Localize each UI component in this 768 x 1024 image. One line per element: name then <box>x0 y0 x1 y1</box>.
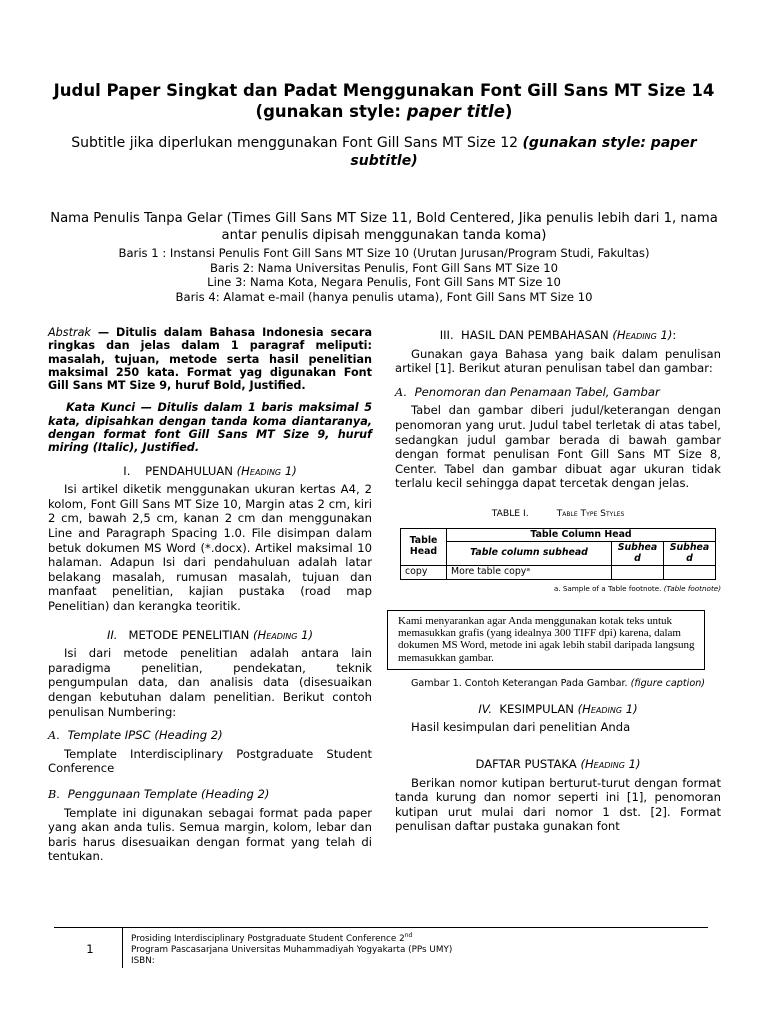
heading-colon: : <box>672 328 677 342</box>
sample-table <box>400 528 716 580</box>
table-subhead: Subhead <box>664 542 716 566</box>
heading-style: (Heading 1) <box>577 701 638 716</box>
keywords: Kata Kunci — Ditulis dalam 1 baris maksimal 5 kata, dipisahkan dengan tanda koma diantaranya, dengan format font Gill Sans MT Size 9, huruf miring (Italic), Justified. <box>48 401 372 455</box>
affiliation-line: Baris 4: Alamat e-mail (hanya penulis utama), Font Gill Sans MT Size 10 <box>175 289 593 304</box>
affiliation-line: Baris 2: Nama Universitas Penulis, Font Gill Sans MT Size 10 <box>209 260 559 275</box>
template-usage-paragraph: Template ini digunakan sebagai format pada paper yang akan anda tulis. Semua margin, kolom, lebar dan baris harus disesuaikan dengan format yang telah di tentukan. <box>48 805 372 864</box>
template-ipsc-paragraph: Template Interdisciplinary Postgraduate Student Conference <box>48 746 372 776</box>
footer-line-1 <box>131 930 452 945</box>
right-column <box>395 326 721 834</box>
title-end: ) <box>504 102 513 121</box>
affiliation-line: Baris 1 : Instansi Penulis Font Gill Sans MT Size 10 (Urutan Jurusan/Program Studi, Fakultas) <box>118 246 650 260</box>
table-footnote-text: a. Sample of a Table footnote. <box>553 583 664 593</box>
table-footnote <box>395 582 721 597</box>
heading-text: HASIL DAN PEMBAHASAN <box>461 328 609 342</box>
heading-letter: B. <box>48 787 60 801</box>
table-cell: More table copyᵃ <box>447 566 612 580</box>
heading-introduction <box>48 464 372 479</box>
heading-text: KESIMPULAN <box>499 701 574 716</box>
footer-info <box>131 930 452 968</box>
table-caption <box>395 507 721 522</box>
heading-style: (Heading 1) <box>236 463 297 478</box>
figure-box: Kami menyarankan agar Anda menggunakan kotak teks untuk memasukkan grafis (yang idealnya 300 TIFF dpi) karena, dalam dokumen MS Word, metode ini agak lebih stabil daripada langsung memasukkan gambar. <box>387 610 705 671</box>
table-footnote-style: (Table footnote) <box>663 583 721 593</box>
heading-letter: A. <box>48 729 60 743</box>
subtitle-main: Subtitle jika diperlukan menggunakan Font Gill Sans MT Size 12 <box>71 135 523 151</box>
heading-text: DAFTAR PUSTAKA <box>475 756 577 771</box>
heading-text: Penggunaan Template (Heading 2) <box>67 786 270 801</box>
table-head-cell: Table Head <box>401 528 447 566</box>
paper-subtitle <box>40 134 728 170</box>
table-cell <box>664 566 716 580</box>
figure-caption <box>395 677 721 692</box>
heading-conclusion <box>395 702 721 717</box>
heading-text: PENDAHULUAN <box>145 463 233 478</box>
footer-rule <box>54 927 708 928</box>
heading-references <box>395 757 721 772</box>
heading-text: Penomoran dan Penamaan Tabel, Gambar <box>414 384 660 399</box>
table-column-head: Table Column Head <box>447 528 716 542</box>
table-subhead: Subhead <box>612 542 664 566</box>
heading-style: (Heading 1) <box>580 756 641 771</box>
heading-letter: A. <box>395 385 407 399</box>
heading-results <box>395 328 721 343</box>
author-names: Nama Penulis Tanpa Gelar (Times Gill Sans MT Size 11, Bold Centered, Jika penulis lebih dari 1, nama antar penulis dipisah menggunakan tanda koma) <box>50 211 718 243</box>
title-main: Judul Paper Singkat dan Padat Menggunakan Font Gill Sans MT Size 14 (gunakan style: <box>53 81 715 121</box>
intro-paragraph: Isi artikel diketik menggunakan ukuran kertas A4, 2 kolom, Font Gill Sans MT Size 10, Margin atas 2 cm, kiri 2 cm, bawah 2,5 cm, kanan 2 cm dan menggunakan Line and Paragraph Spacing 1.0. File disimpan dalam betuk dokumen MS Word (*.docx). Artikel maksimal 10 halaman. Adapun Isi dari pendahuluan adalah latar belakang masalah, rumusan masalah, tujuan dan manfaat penelitian, kajian pustaka (road map Penelitian) dan kerangka teoritik. <box>48 482 372 614</box>
heading-table-figure <box>395 385 721 401</box>
heading-number: I. <box>123 463 131 478</box>
heading-number: IV. <box>478 701 493 716</box>
abstract-text: — Ditulis dalam Bahasa Indonesia secara ringkas dan jelas dalam 1 paragraf meliputi: masalah, tujuan, metode serta hasil penelitian maksimal 250 kata. Format yag digunakan Font Gill Sans MT Size 9, huruf Bold, Justified. <box>48 326 372 393</box>
abstract-lead: Abstrak <box>48 326 91 339</box>
references-paragraph: Berikan nomor kutipan berturut-turut dengan format tanda kurung dan nomor seperti ini [1], penomoran kutipan urut mulai dari nomor 1 dst. [2]. Format penulisan daftar pustaka gunakan font <box>395 775 721 834</box>
footer-conference: Prosiding Interdisciplinary Postgraduate Student Conference 2 <box>131 933 405 944</box>
method-paragraph: Isi dari metode penelitian adalah antara lain paradigma penelitian, pendekatan, teknik pengumpulan data, dan analisis data (disesuaikan dengan kebutuhan dalam penelitian. Berikut contoh penulisan Numbering: <box>48 646 372 719</box>
table-caption-label: TABLE I. <box>491 507 529 519</box>
subtitle-italic: (gunakan style: paper subtitle) <box>350 135 697 169</box>
table-caption-text: Table Type Styles <box>556 507 625 519</box>
paper-title <box>40 80 728 122</box>
figure-caption-style: (figure caption) <box>630 678 706 690</box>
affiliations <box>40 246 728 304</box>
heading-number: III. <box>439 328 454 342</box>
title-italic: paper title <box>406 102 505 121</box>
heading-number: II. <box>106 627 118 642</box>
left-column <box>48 326 372 864</box>
footer-line-3: ISBN: <box>131 956 155 967</box>
heading-template-usage <box>48 787 372 803</box>
heading-style: (Heading 1) <box>253 627 314 642</box>
table-figure-paragraph: Tabel dan gambar diberi judul/keterangan dengan penomoran yang urut. Judul tabel terletak di atas tabel, sedangkan judul gambar berada di bawah gambar dengan format penulisan Font Gill Sans MT Size 8, Center. Tabel dan gambar dibuat agar ukuran tidak terlalu kecil sehingga dapat tercetak dengan jelas. <box>395 403 721 491</box>
heading-template-ipsc <box>48 728 372 744</box>
footer-superscript: nd <box>404 932 413 939</box>
table-cell <box>612 566 664 580</box>
heading-text: Template IPSC (Heading 2) <box>67 728 223 743</box>
abstract <box>48 326 372 392</box>
footer-separator <box>122 928 123 968</box>
figure-caption-text: Gambar 1. Contoh Keterangan Pada Gambar. <box>410 678 631 690</box>
heading-style: (Heading 1) <box>612 328 673 342</box>
results-paragraph: Gunakan gaya Bahasa yang baik dalam penulisan artikel [1]. Berikut aturan penulisan tabel dan gambar: <box>395 346 721 376</box>
page-number: 1 <box>86 942 94 956</box>
footer-line-2: Program Pascasarjana Universitas Muhammadiyah Yogyakarta (PPs UMY) <box>131 945 453 956</box>
conclusion-paragraph: Hasil kesimpulan dari penelitian Anda <box>411 720 631 735</box>
table-cell: copy <box>401 566 447 580</box>
table-column-subhead: Table column subhead <box>447 542 612 566</box>
heading-text: METODE PENELITIAN <box>128 627 250 642</box>
heading-method <box>48 628 372 643</box>
affiliation-line: Line 3: Nama Kota, Negara Penulis, Font Gill Sans MT Size 10 <box>207 275 561 290</box>
